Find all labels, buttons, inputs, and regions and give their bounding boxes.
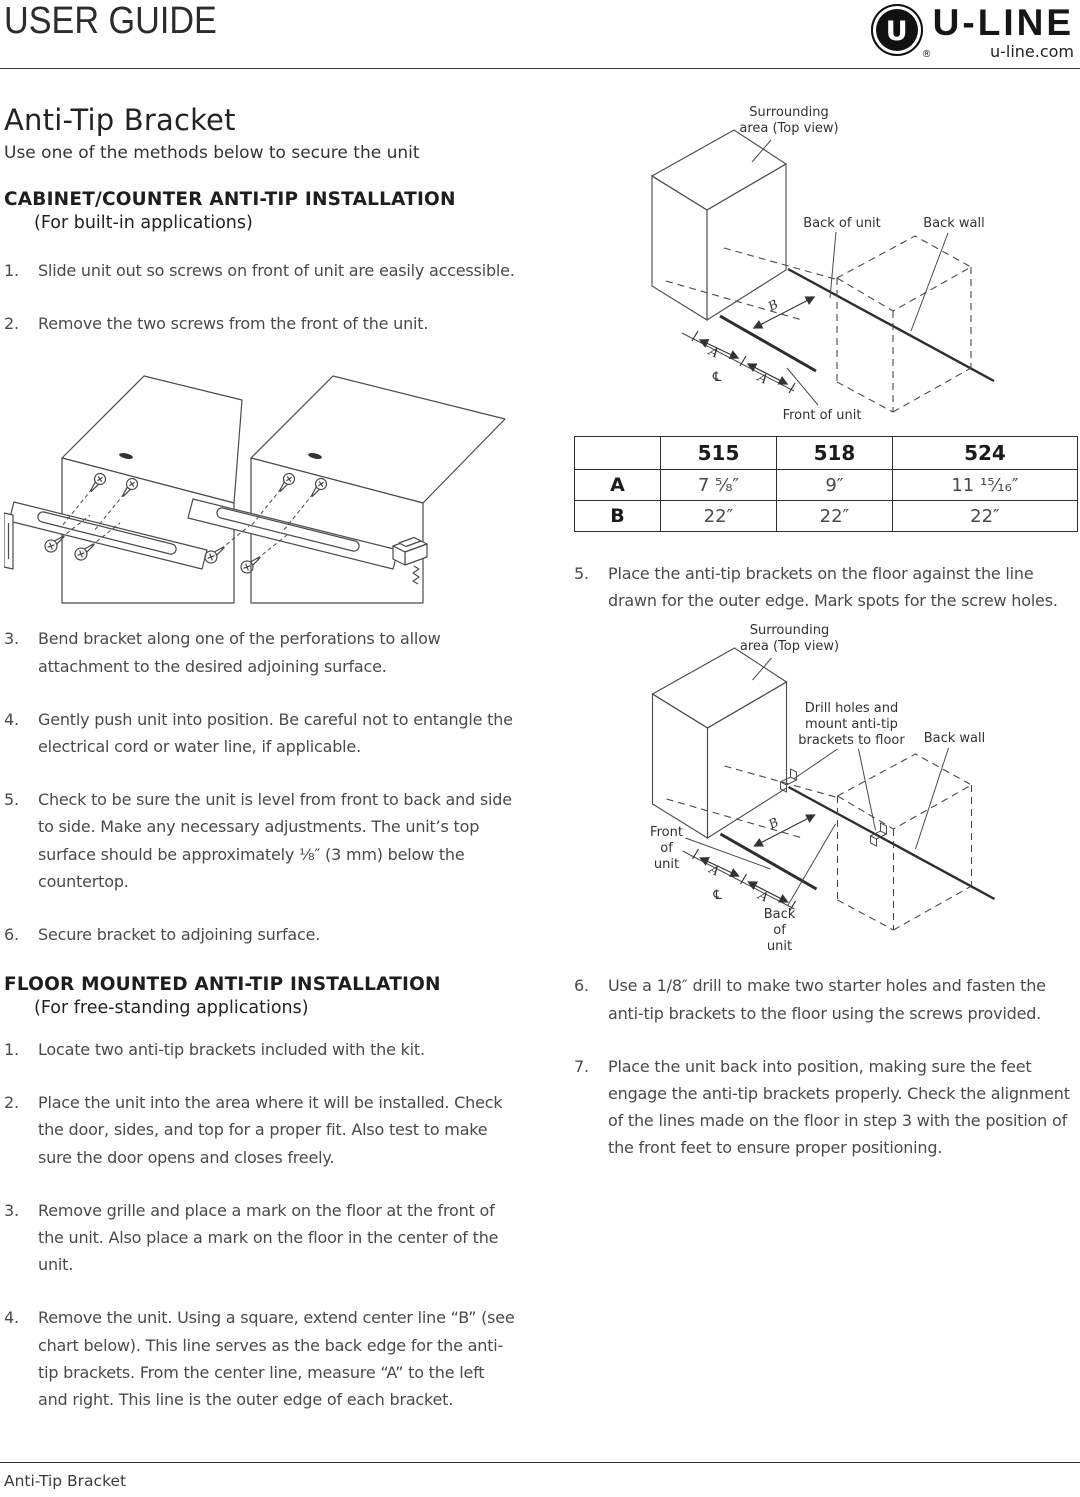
row-a-label: A [575, 470, 661, 501]
drill-holes-label3: brackets to floor [798, 733, 905, 749]
surrounding-area-label2: area (Top view) [739, 639, 840, 655]
anti-tip-bracket-icon [781, 769, 797, 792]
cabinet-section-heading: CABINET/COUNTER ANTI-TIP INSTALLATION [4, 189, 456, 210]
table-corner-cell [575, 437, 661, 470]
step-text: Gently push unit into position. Be careful not to entangle the electrical cord or water line, if applicable. [38, 709, 513, 756]
table-cell: 22″ [661, 501, 777, 532]
step-number: 5. [4, 790, 19, 810]
step-number: 6. [574, 976, 589, 996]
uline-logo-circle [871, 4, 923, 56]
back-of-unit-label: Back of unit [803, 216, 881, 231]
brand-name: U-LINE [932, 2, 1074, 43]
callout-leaders [686, 658, 949, 906]
brand-site: u-line.com [989, 42, 1074, 61]
row-b-label: B [575, 501, 661, 532]
step-number: 7. [574, 1056, 589, 1076]
step-number: 2. [4, 1093, 19, 1113]
bracket-installation-illustration [4, 363, 510, 607]
table-header-row [575, 437, 1078, 470]
front-of-unit-label3: unit [653, 857, 680, 873]
step-item [4, 1197, 516, 1279]
centerline-symbol: ℄ [712, 370, 722, 385]
back-wall-label: Back wall [923, 731, 986, 747]
step-item [4, 257, 516, 284]
front-of-unit-label2: of [660, 841, 673, 857]
doc-title: Anti-Tip Bracket [4, 103, 236, 137]
uline-logo [871, 4, 932, 60]
table-row [575, 470, 1078, 501]
step-item [574, 1053, 1080, 1162]
step-text: Bend bracket along one of the perforations to allow attachment to the desired adjoining surface. [38, 629, 441, 676]
left-column [4, 103, 516, 1439]
dim-a-label: A [755, 369, 771, 387]
back-of-unit-label2: of [773, 923, 786, 939]
dimension-table [574, 436, 1078, 532]
step-text: Secure bracket to adjoining surface. [38, 924, 321, 944]
footer-divider [0, 1462, 1080, 1463]
step-number: 4. [4, 1308, 19, 1328]
table-cell: 7 ⁵⁄₈″ [661, 470, 777, 501]
centerline-symbol: ℄ [713, 888, 722, 904]
model-524-header: 524 [892, 437, 1077, 470]
step-text: Remove grille and place a mark on the floor at the front of the unit. Also place a mark on the floor in the center of the unit. [38, 1200, 499, 1275]
surrounding-area-label2: area (Top view) [739, 121, 839, 136]
dim-b-label: B [765, 296, 781, 314]
dim-a-label: A [756, 887, 771, 906]
step-item [4, 1304, 516, 1413]
step-item [4, 1036, 516, 1063]
back-wall-line [789, 787, 995, 899]
step-text: Place the unit back into position, making sure the feet engage the anti-tip brackets properly. Check the alignment of the lines made on the floor in step 3 with the position of the front feet to ensure proper positioning. [608, 1056, 1070, 1158]
step-text: Check to be sure the unit is level from front to back and side to side. Make any necessary adjustments. The unit’s top surface should be approximately ⅛″ (3 mm) below the countertop. [38, 790, 512, 891]
table-cell: 11 ¹⁵⁄₁₆″ [892, 470, 1077, 501]
cabinet-steps [4, 257, 516, 948]
step-item [4, 1089, 516, 1171]
surrounding-area-label: Surrounding [749, 105, 829, 120]
step-item [4, 706, 516, 760]
right-column [574, 100, 1080, 1188]
step-number: 4. [4, 709, 19, 729]
step-text: Remove the two screws from the front of the unit. [38, 314, 429, 334]
front-of-unit-label: Front [650, 825, 683, 841]
unit-footprint-dashed [666, 236, 971, 412]
floor-steps-left [4, 1036, 516, 1413]
footer-label: Anti-Tip Bracket [4, 1472, 127, 1490]
doc-subtitle: Use one of the methods below to secure the unit [4, 143, 420, 163]
step-item [574, 972, 1080, 1026]
model-518-header: 518 [776, 437, 892, 470]
step-number: 2. [4, 314, 19, 334]
floor-section-heading: FLOOR MOUNTED ANTI-TIP INSTALLATION [4, 974, 441, 996]
outer-edge-line [720, 316, 816, 371]
step-text: Place the unit into the area where it will be installed. Check the door, sides, and top for a proper fit. Also test to make sure the door opens and closes freely. [38, 1093, 503, 1167]
step-text: Place the anti-tip brackets on the floor against the line drawn for the outer edge. Mark spots for the screw holes. [608, 564, 1058, 611]
table-cell: 9″ [776, 470, 892, 501]
back-wall-label: Back wall [923, 216, 985, 231]
page-title: USER GUIDE [4, 0, 217, 42]
drill-holes-label: Drill holes and [804, 701, 899, 717]
step-text: Slide unit out so screws on front of unit are easily accessible. [38, 261, 515, 280]
floor-section-subheading: (For free-standing applications) [34, 998, 309, 1019]
drill-mount-diagram [574, 618, 1080, 960]
step-item [4, 310, 516, 337]
back-of-unit-label: Back [763, 907, 796, 923]
step-item [574, 560, 1080, 614]
back-wall-line [788, 269, 994, 381]
cabinet-section-subheading: (For built-in applications) [34, 213, 253, 233]
measurement-diagram [574, 100, 1080, 428]
step-number: 1. [4, 1040, 19, 1060]
surrounding-area-box [653, 648, 787, 838]
step-number: 1. [4, 261, 19, 280]
dim-b-label: B [765, 814, 781, 833]
table-cell: 22″ [776, 501, 892, 532]
registered-mark: ® [921, 49, 932, 60]
table-cell: 22″ [892, 501, 1077, 532]
unit-footprint-dashed [667, 754, 972, 930]
dim-a-label: A [707, 861, 722, 880]
unit-front-corner-left [4, 376, 242, 603]
step-item [4, 786, 516, 895]
brand-block [871, 4, 1074, 61]
front-of-unit-label: Front of unit [782, 408, 862, 423]
step-number: 3. [4, 1200, 19, 1220]
surrounding-area-label: Surrounding [749, 623, 830, 639]
step-number: 6. [4, 924, 19, 944]
step-text: Use a 1/8″ drill to make two starter holes and fasten the anti-tip brackets to the floor using the screws provided. [608, 976, 1046, 1023]
brand-text [933, 4, 1074, 61]
floor-steps-right [574, 560, 1080, 1162]
table-row [575, 501, 1078, 532]
back-of-unit-label3: unit [766, 939, 793, 955]
drill-holes-label2: mount anti-tip [805, 717, 898, 733]
step-text: Locate two anti-tip brackets included with the kit. [38, 1040, 425, 1060]
step-item [4, 921, 516, 948]
step-text: Remove the unit. Using a square, extend center line “B” (see chart below). This line serves as the back edge for the anti-tip brackets. From the center line, measure “A” to the left and right. This line is the outer edge of each bracket. [38, 1308, 515, 1409]
surrounding-area-box [652, 130, 786, 320]
step-item [4, 625, 516, 679]
uline-logo-letter: U [885, 15, 908, 47]
step-number: 5. [574, 564, 589, 583]
header-divider [0, 68, 1080, 69]
model-515-header: 515 [661, 437, 777, 470]
anti-tip-bracket-icon [871, 823, 887, 846]
step-number: 3. [4, 629, 19, 649]
dim-a-label: A [706, 343, 722, 361]
